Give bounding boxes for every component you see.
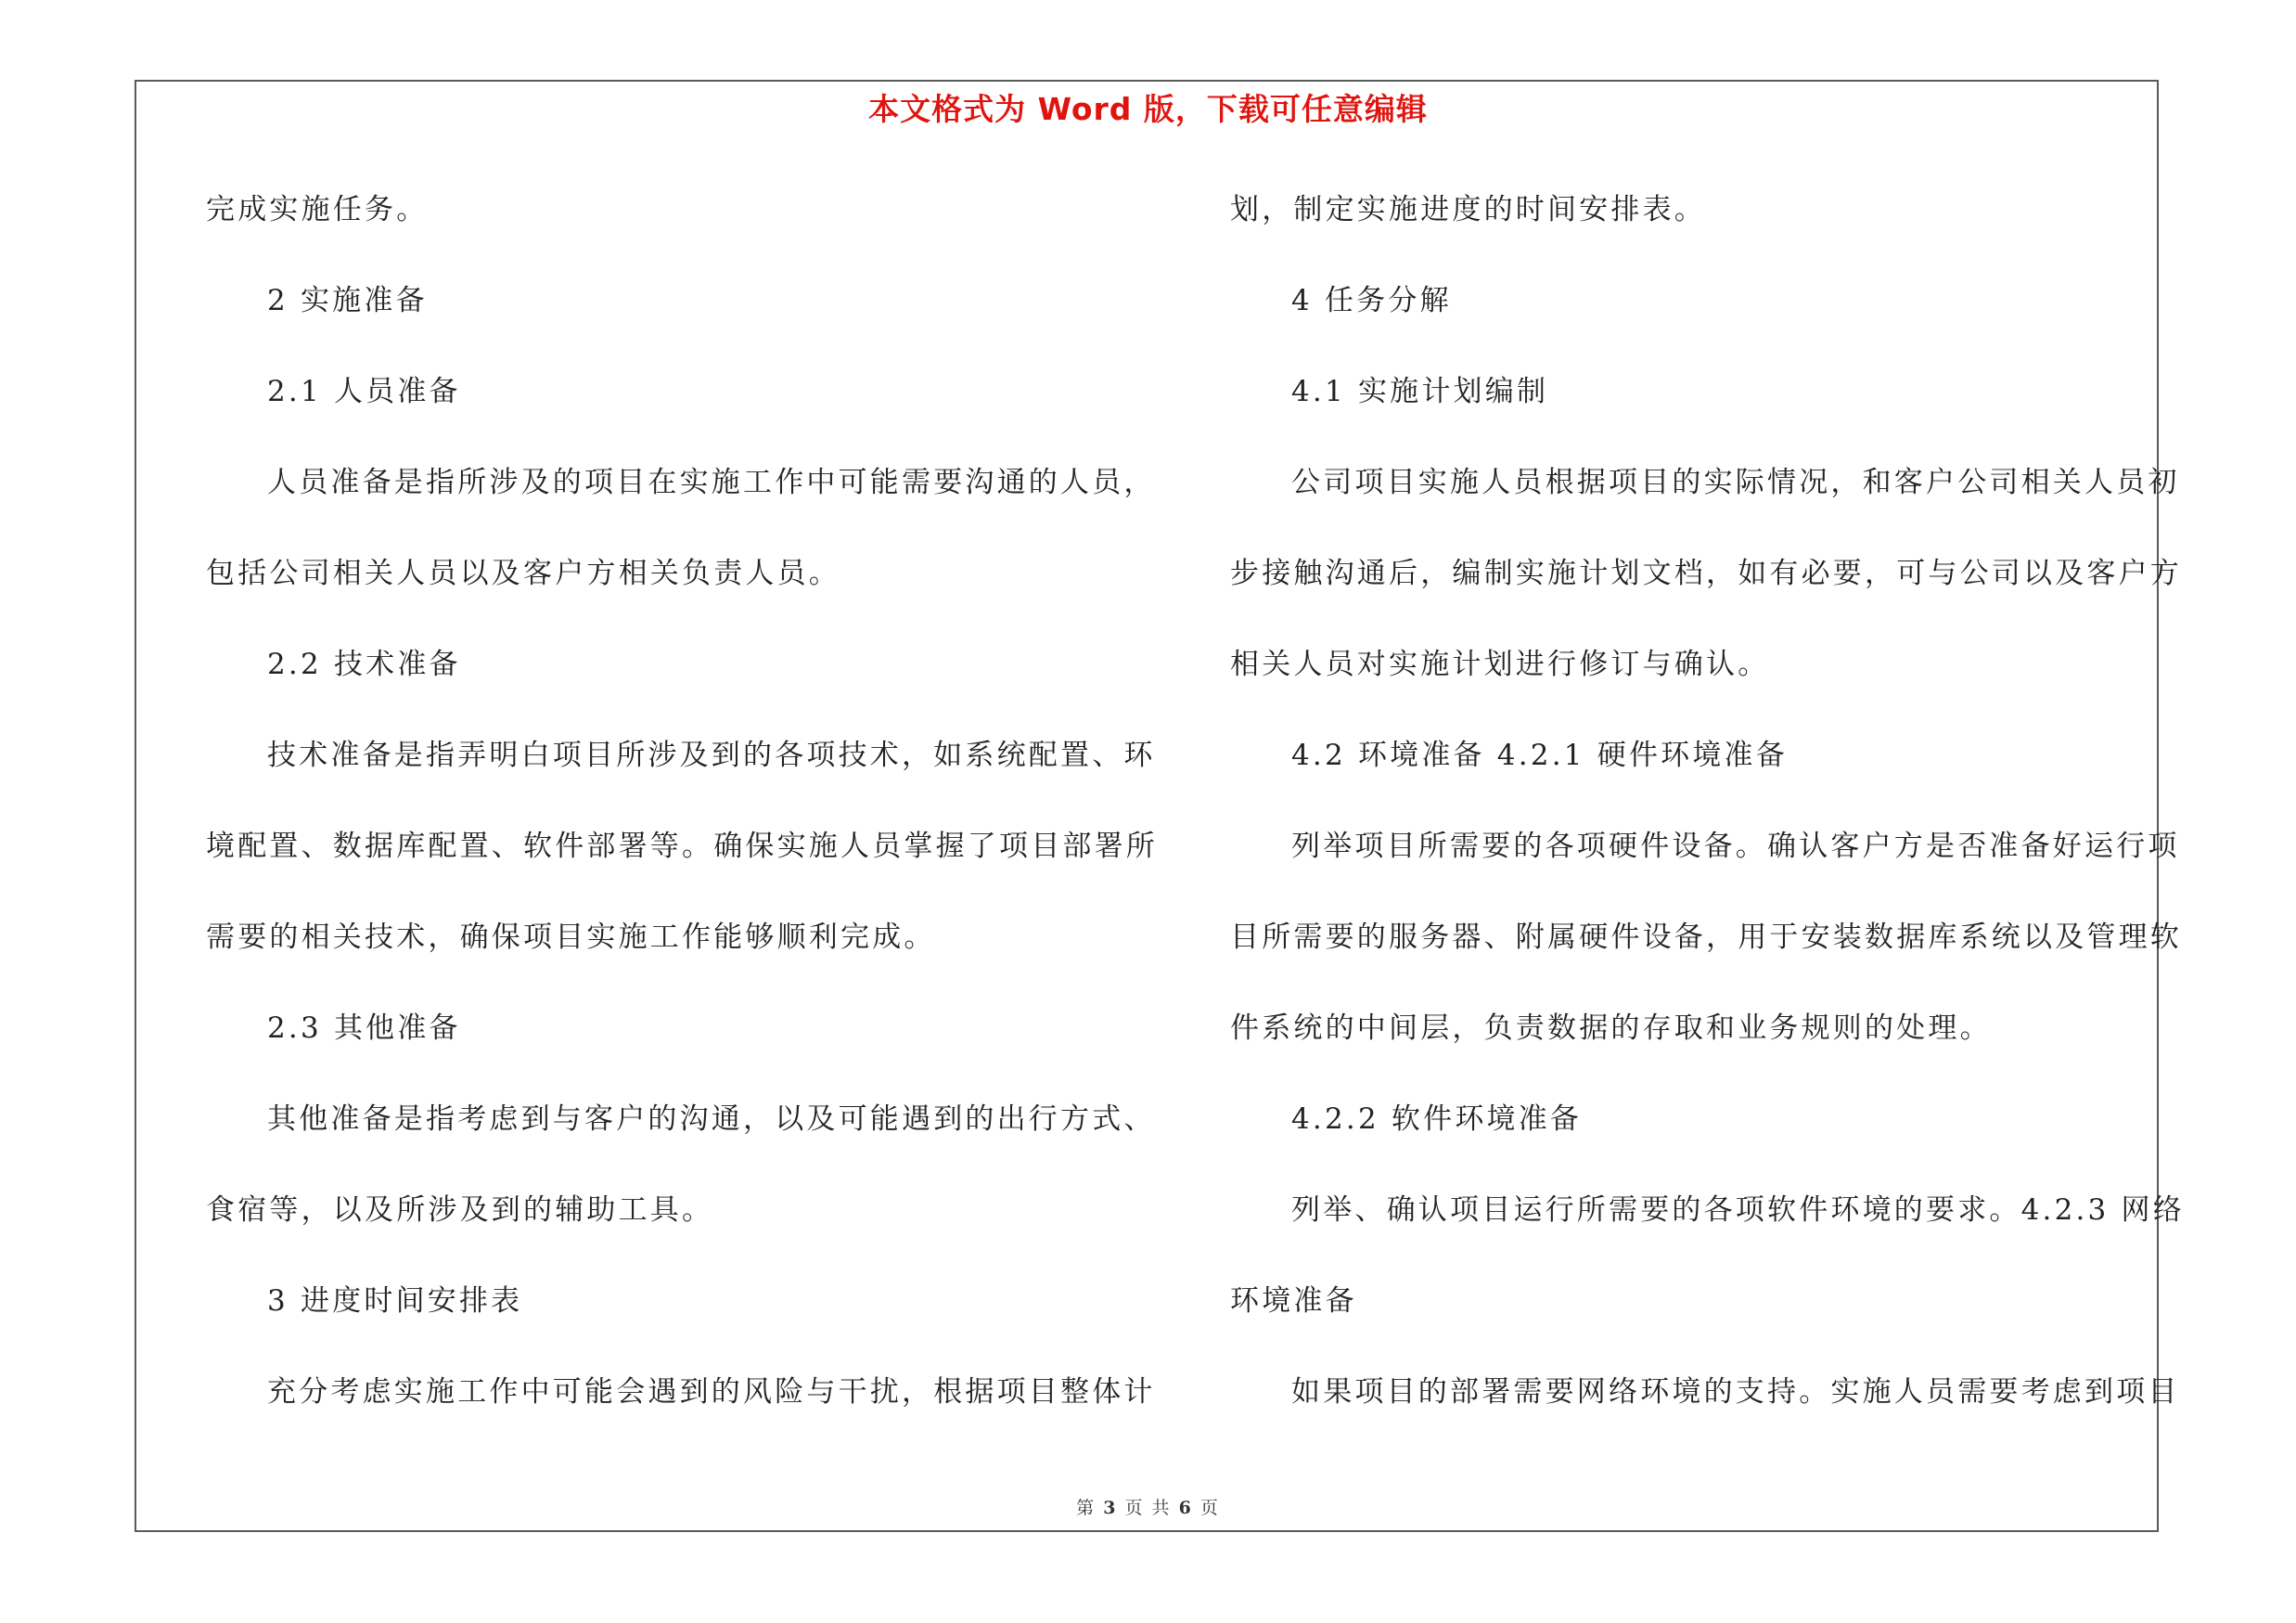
footer-suffix: 页 — [1199, 1498, 1220, 1518]
text-line: 如果项目的部署需要网络环境的支持。实施人员需要考虑到项目 — [1291, 1375, 2180, 1409]
text-line: 充分考虑实施工作中可能会遇到的风险与干扰，根据项目整体计 — [267, 1375, 1156, 1409]
page-footer — [0, 1494, 2296, 1519]
text-line: 划，制定实施进度的时间安排表。 — [1230, 193, 1706, 226]
word-format-banner: 本文格式为 Word 版，下载可任意编辑 — [868, 91, 1428, 127]
text-line: 包括公司相关人员以及客户方相关负责人员。 — [206, 557, 840, 590]
text-line: 4.1 实施计划编制 — [1291, 375, 1549, 408]
text-line: 3 进度时间安排表 — [267, 1284, 523, 1318]
footer-middle: 页 共 — [1124, 1498, 1172, 1518]
text-line: 4.2.2 软件环境准备 — [1291, 1102, 1583, 1136]
text-line: 件系统的中间层，负责数据的存取和业务规则的处理。 — [1230, 1011, 1992, 1045]
current-page-number: 3 — [1103, 1498, 1118, 1518]
text-line: 2.3 其他准备 — [267, 1011, 461, 1045]
text-line: 环境准备 — [1230, 1284, 1357, 1318]
text-line: 相关人员对实施计划进行修订与确认。 — [1230, 648, 1770, 681]
footer-prefix: 第 — [1076, 1498, 1097, 1518]
left-text-column — [206, 182, 1158, 1455]
text-line: 境配置、数据库配置、软件部署等。确保实施人员掌握了项目部署所 — [206, 830, 1158, 863]
text-line: 列举、确认项目运行所需要的各项软件环境的要求。4.2.3 网络 — [1291, 1193, 2185, 1227]
text-line: 需要的相关技术，确保项目实施工作能够顺利完成。 — [206, 921, 936, 954]
text-line: 4 任务分解 — [1291, 284, 1452, 317]
text-line: 2 实施准备 — [267, 284, 428, 317]
text-line: 完成实施任务。 — [206, 193, 429, 226]
text-line: 人员准备是指所涉及的项目在实施工作中可能需要沟通的人员， — [267, 466, 1156, 499]
text-line: 其他准备是指考虑到与客户的沟通，以及可能遇到的出行方式、 — [267, 1102, 1156, 1136]
text-line: 目所需要的服务器、附属硬件设备，用于安装数据库系统以及管理软 — [1230, 921, 2182, 954]
text-line: 4.2 环境准备 4.2.1 硬件环境准备 — [1291, 739, 1788, 772]
text-line: 步接触沟通后，编制实施计划文档，如有必要，可与公司以及客户方 — [1230, 557, 2182, 590]
total-page-count: 6 — [1178, 1498, 1193, 1518]
text-line: 2.2 技术准备 — [267, 648, 461, 681]
text-line: 技术准备是指弄明白项目所涉及到的各项技术，如系统配置、环 — [267, 739, 1156, 772]
text-line: 列举项目所需要的各项硬件设备。确认客户方是否准备好运行项 — [1291, 830, 2180, 863]
text-line: 公司项目实施人员根据项目的实际情况，和客户公司相关人员初 — [1291, 466, 2180, 499]
text-line: 2.1 人员准备 — [267, 375, 461, 408]
text-line: 食宿等，以及所涉及到的辅助工具。 — [206, 1193, 714, 1227]
right-text-column — [1230, 182, 2185, 1455]
